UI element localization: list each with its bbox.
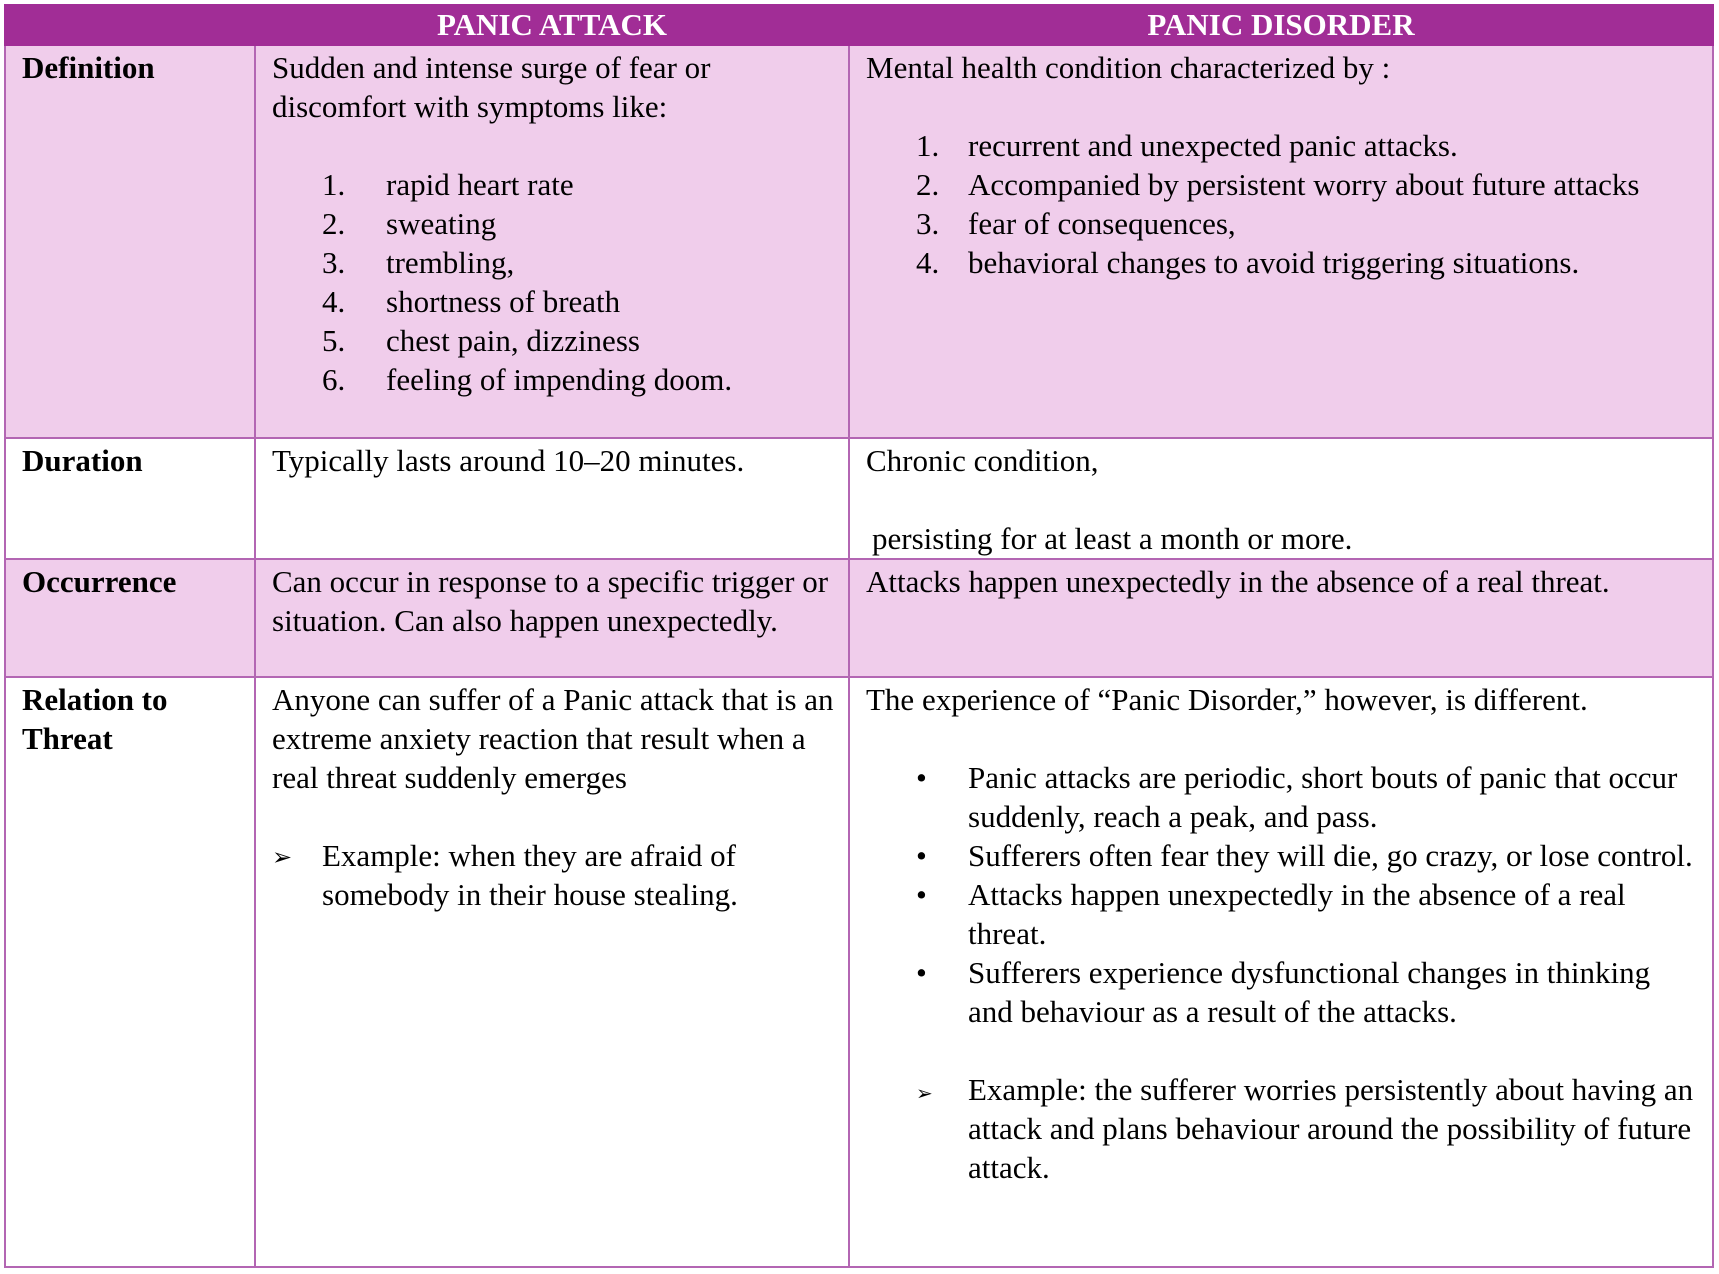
- row-label-occurrence: Occurrence: [5, 559, 255, 677]
- example-item: [272, 836, 834, 914]
- list-item: 4. shortness of breath: [322, 284, 621, 319]
- list-item: • Attacks happen unexpectedly in the absence of a real threat.: [866, 875, 1698, 953]
- disorder-bullet-list: [866, 758, 1698, 1031]
- row-label-definition: Definition: [5, 45, 255, 438]
- list-item: 1. rapid heart rate: [322, 167, 574, 202]
- definition-panic-attack: [255, 45, 849, 438]
- comparison-table: [4, 4, 1714, 1268]
- bullet-icon: •: [916, 838, 927, 873]
- list-item: 4. behavioral changes to avoid triggering situations.: [916, 245, 1580, 280]
- list-item: 2. sweating: [322, 206, 497, 241]
- bullet-icon: •: [916, 760, 927, 795]
- list-item: • Panic attacks are periodic, short bouts of panic that occur suddenly, reach a peak, and pass.: [866, 758, 1698, 836]
- duration-disorder-line2: persisting for at least a month or more.: [872, 521, 1353, 556]
- list-item: 2. Accompanied by persistent worry about future attacks: [916, 167, 1640, 202]
- header-panic-disorder: PANIC DISORDER: [849, 5, 1713, 45]
- relation-disorder-example: Example: the sufferer worries persistently about having an attack and plans behaviour around the possibility of future attack.: [968, 1072, 1694, 1185]
- list-item: 5. chest pain, dizziness: [322, 323, 640, 358]
- duration-panic-attack: Typically lasts around 10–20 minutes.: [255, 438, 849, 559]
- row-definition: [5, 45, 1713, 438]
- row-duration: [5, 438, 1713, 559]
- definition-attack-intro: Sudden and intense surge of fear or discomfort with symptoms like:: [272, 50, 711, 124]
- occurrence-panic-attack: Can occur in response to a specific trigger or situation. Can also happen unexpectedly.: [255, 559, 849, 677]
- duration-panic-disorder: [849, 438, 1713, 559]
- duration-disorder-line1: Chronic condition,: [866, 443, 1099, 478]
- arrow-bullet-icon: ➢: [916, 1081, 933, 1105]
- list-item: 3. fear of consequences,: [916, 206, 1236, 241]
- list-item: • Sufferers experience dysfunctional changes in thinking and behaviour as a result of the attacks.: [866, 953, 1698, 1031]
- header-panic-attack: PANIC ATTACK: [255, 5, 849, 45]
- example-item: [866, 1070, 1698, 1187]
- relation-disorder-intro: The experience of “Panic Disorder,” however, is different.: [866, 682, 1588, 717]
- list-item: 1. recurrent and unexpected panic attacks.: [916, 128, 1458, 163]
- bullet-icon: •: [916, 955, 927, 990]
- relation-panic-disorder: [849, 677, 1713, 1267]
- relation-attack-text: Anyone can suffer of a Panic attack that is an extreme anxiety reaction that result when a real threat suddenly emerges: [272, 682, 834, 795]
- list-item: • Sufferers often fear they will die, go crazy, or lose control.: [866, 836, 1698, 875]
- row-label-relation-to-threat: Relation to Threat: [5, 677, 255, 1267]
- header-corner: [5, 5, 255, 45]
- relation-panic-attack: [255, 677, 849, 1267]
- occurrence-panic-disorder: Attacks happen unexpectedly in the absence of a real threat.: [849, 559, 1713, 677]
- definition-panic-disorder: [849, 45, 1713, 438]
- bullet-icon: •: [916, 877, 927, 912]
- row-relation-to-threat: [5, 677, 1713, 1267]
- symptom-list: [272, 165, 834, 399]
- list-item: 6. feeling of impending doom.: [322, 362, 733, 397]
- row-label-duration: Duration: [5, 438, 255, 559]
- characteristics-list: [866, 126, 1698, 282]
- arrow-bullet-icon: ➢: [272, 843, 293, 871]
- header-row: [5, 5, 1713, 45]
- list-item: 3. trembling,: [322, 245, 515, 280]
- row-occurrence: [5, 559, 1713, 677]
- relation-attack-example: Example: when they are afraid of somebody in their house stealing.: [322, 838, 738, 912]
- definition-disorder-intro: Mental health condition characterized by :: [866, 50, 1391, 85]
